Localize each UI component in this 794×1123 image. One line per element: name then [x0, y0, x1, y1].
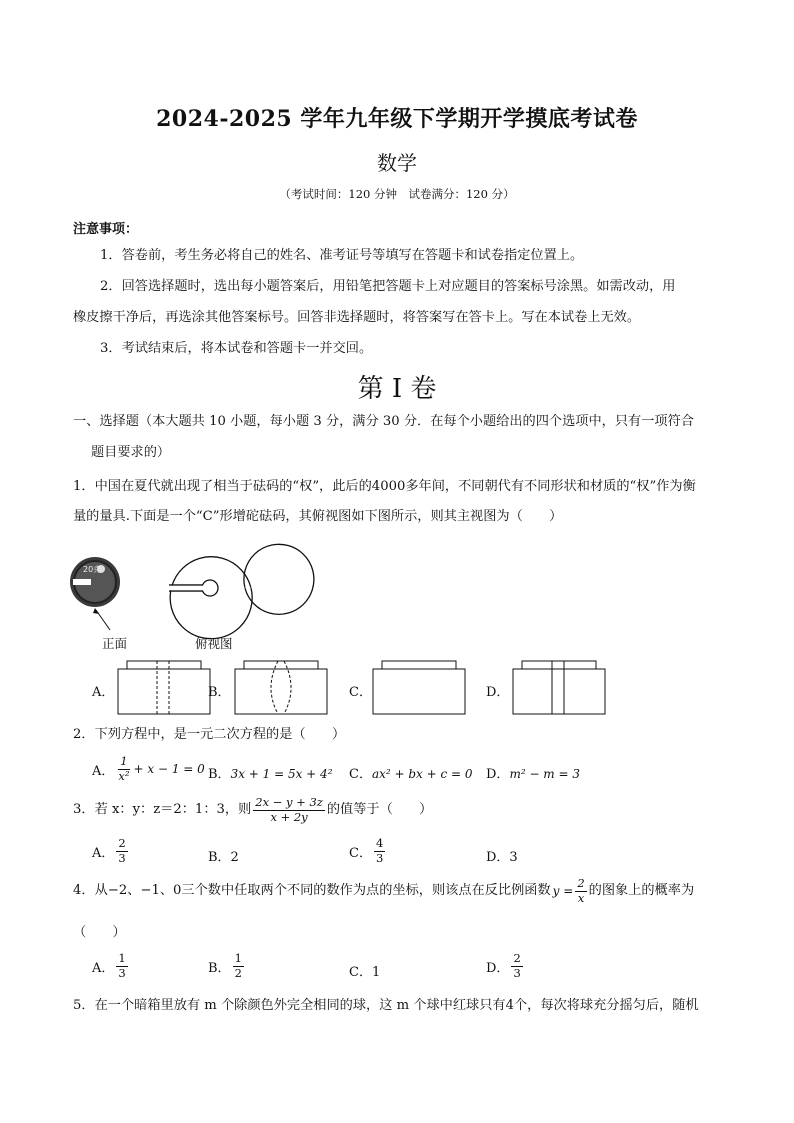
- q4-a-den: 3: [118, 965, 126, 980]
- question-4-stem: [73, 878, 694, 904]
- q4-d-num: 2: [513, 951, 521, 965]
- notice-item: 橡皮擦干净后，再选涂其他答案标号。回答非选择题时，将答案写在答卡上。写在本试卷上无效。: [73, 310, 641, 325]
- q4-a-label: A．: [92, 960, 115, 976]
- q2-c-text: ax² + bx + c = 0: [371, 767, 473, 781]
- q3-stem-pre: 3．若 x：y：z＝2：1：3，则: [73, 802, 252, 817]
- q3-a-num: 2: [118, 836, 126, 850]
- q2-a-label: A．: [92, 763, 115, 779]
- weight-photo: [70, 546, 130, 646]
- q2-option-b: [208, 763, 333, 782]
- section-heading-cont: 题目要求的）: [91, 445, 171, 460]
- q2-a-den: x²: [118, 768, 130, 783]
- q2-option-d: [486, 763, 580, 782]
- notice-item: 3．考试结束后，将本试卷和答题卡一并交回。: [100, 341, 373, 356]
- q3-option-d: D．3: [486, 850, 518, 865]
- section-heading: 一、选择题（本大题共 10 小题，每小题 3 分，满分 30 分．在每个小题给出的四个选项中，只有一项符合: [73, 414, 694, 429]
- caption-top-view: 俯视图: [195, 636, 233, 651]
- notice-item: 2．回答选择题时，选出每小题答案后，用铅笔把答题卡上对应题目的答案标号涂黑。如需改动，用: [100, 279, 676, 294]
- question-1-stem: 1．中国在夏代就出现了相当于砝码的“权”，此后的4000多年间，不同朝代有不同形状和材质的“权”作为衡: [73, 479, 696, 494]
- q4-option-a: [92, 953, 130, 979]
- option-a-figure: [117, 660, 212, 716]
- q4-b-num: 1: [234, 951, 242, 965]
- question-5-stem: 5．在一个暗箱里放有 m 个除颜色外完全相同的球，这 m 个球中红球只有4个，每次将球充分摇匀后，随机: [73, 998, 699, 1013]
- q3-c-label: C．: [349, 845, 372, 861]
- option-c-figure: [372, 660, 467, 716]
- q2-a-rest: + x − 1 = 0: [133, 762, 205, 776]
- question-1-stem-cont: 量的量具.下面是一个“C”形增砣砝码，其俯视图如下图所示，则其主视图为（ ）: [73, 509, 563, 524]
- q4-func-den: x: [577, 890, 585, 905]
- top-view-diagram: [165, 543, 255, 633]
- q4-func-num: 2: [577, 876, 585, 890]
- q4-option-c: C．1: [349, 965, 381, 980]
- q4-d-den: 3: [513, 965, 521, 980]
- q2-c-label: C．: [349, 767, 372, 782]
- question-3-stem: [73, 797, 432, 823]
- option-a-label: A．: [92, 685, 115, 700]
- q2-a-num: 1: [120, 754, 128, 768]
- weight-mark: 20克: [83, 565, 102, 574]
- q4-a-num: 1: [118, 951, 126, 965]
- q3-a-label: A．: [92, 845, 115, 861]
- option-b-figure: [234, 660, 329, 716]
- q4-d-label: D．: [486, 960, 510, 976]
- option-d-label: D．: [486, 685, 510, 700]
- q3-option-b: B．2: [208, 850, 239, 865]
- option-c-label: C．: [349, 685, 372, 700]
- option-b-label: B．: [208, 685, 231, 700]
- q4-b-den: 2: [234, 965, 242, 980]
- q2-b-label: B．: [208, 767, 231, 782]
- caption-front: 正面: [102, 636, 128, 651]
- q3-option-a: [92, 838, 130, 864]
- q4-func-lhs: y =: [552, 884, 574, 898]
- q2-option-a: [92, 756, 205, 782]
- notice-item: 1．答卷前，考生务必将自己的姓名、准考证号等填写在答题卡和试卷指定位置上。: [100, 248, 584, 263]
- q3-stem-post: 的值等于（ ）: [326, 802, 433, 817]
- exam-title: 2024-2025 学年九年级下学期开学摸底考试卷: [156, 106, 638, 132]
- exam-meta: （考试时间：120 分钟 试卷满分：120 分）: [279, 187, 515, 201]
- q4-paren: （ ）: [73, 925, 126, 940]
- q4-b-label: B．: [208, 960, 231, 976]
- q2-b-text: 3x + 1 = 5x + 4²: [230, 767, 333, 781]
- question-2-stem: 2．下列方程中，是一元二次方程的是（ ）: [73, 727, 346, 742]
- q2-d-label: D．: [486, 767, 510, 782]
- q3-a-den: 3: [118, 850, 126, 865]
- q4-stem-pre: 4．从−2、−1、0三个数中任取两个不同的数作为点的坐标，则该点在反比例函数: [73, 883, 551, 898]
- section-title: 第 I 卷: [357, 374, 437, 404]
- q3-frac-num: 2x − y + 3z: [255, 795, 323, 809]
- q3-c-den: 3: [375, 850, 384, 865]
- q4-option-d: [486, 953, 525, 979]
- q3-frac-den: x + 2y: [270, 809, 308, 824]
- q2-d-text: m² − m = 3: [509, 767, 581, 781]
- q4-option-b: [208, 953, 246, 979]
- q2-option-c: [349, 763, 473, 782]
- subject-title: 数学: [377, 151, 417, 175]
- q3-option-c: [349, 838, 387, 864]
- notice-heading: 注意事项：: [73, 222, 139, 237]
- q4-stem-post: 的图象上的概率为: [588, 883, 695, 898]
- option-d-figure: [512, 660, 607, 716]
- q3-c-num: 4: [375, 836, 384, 850]
